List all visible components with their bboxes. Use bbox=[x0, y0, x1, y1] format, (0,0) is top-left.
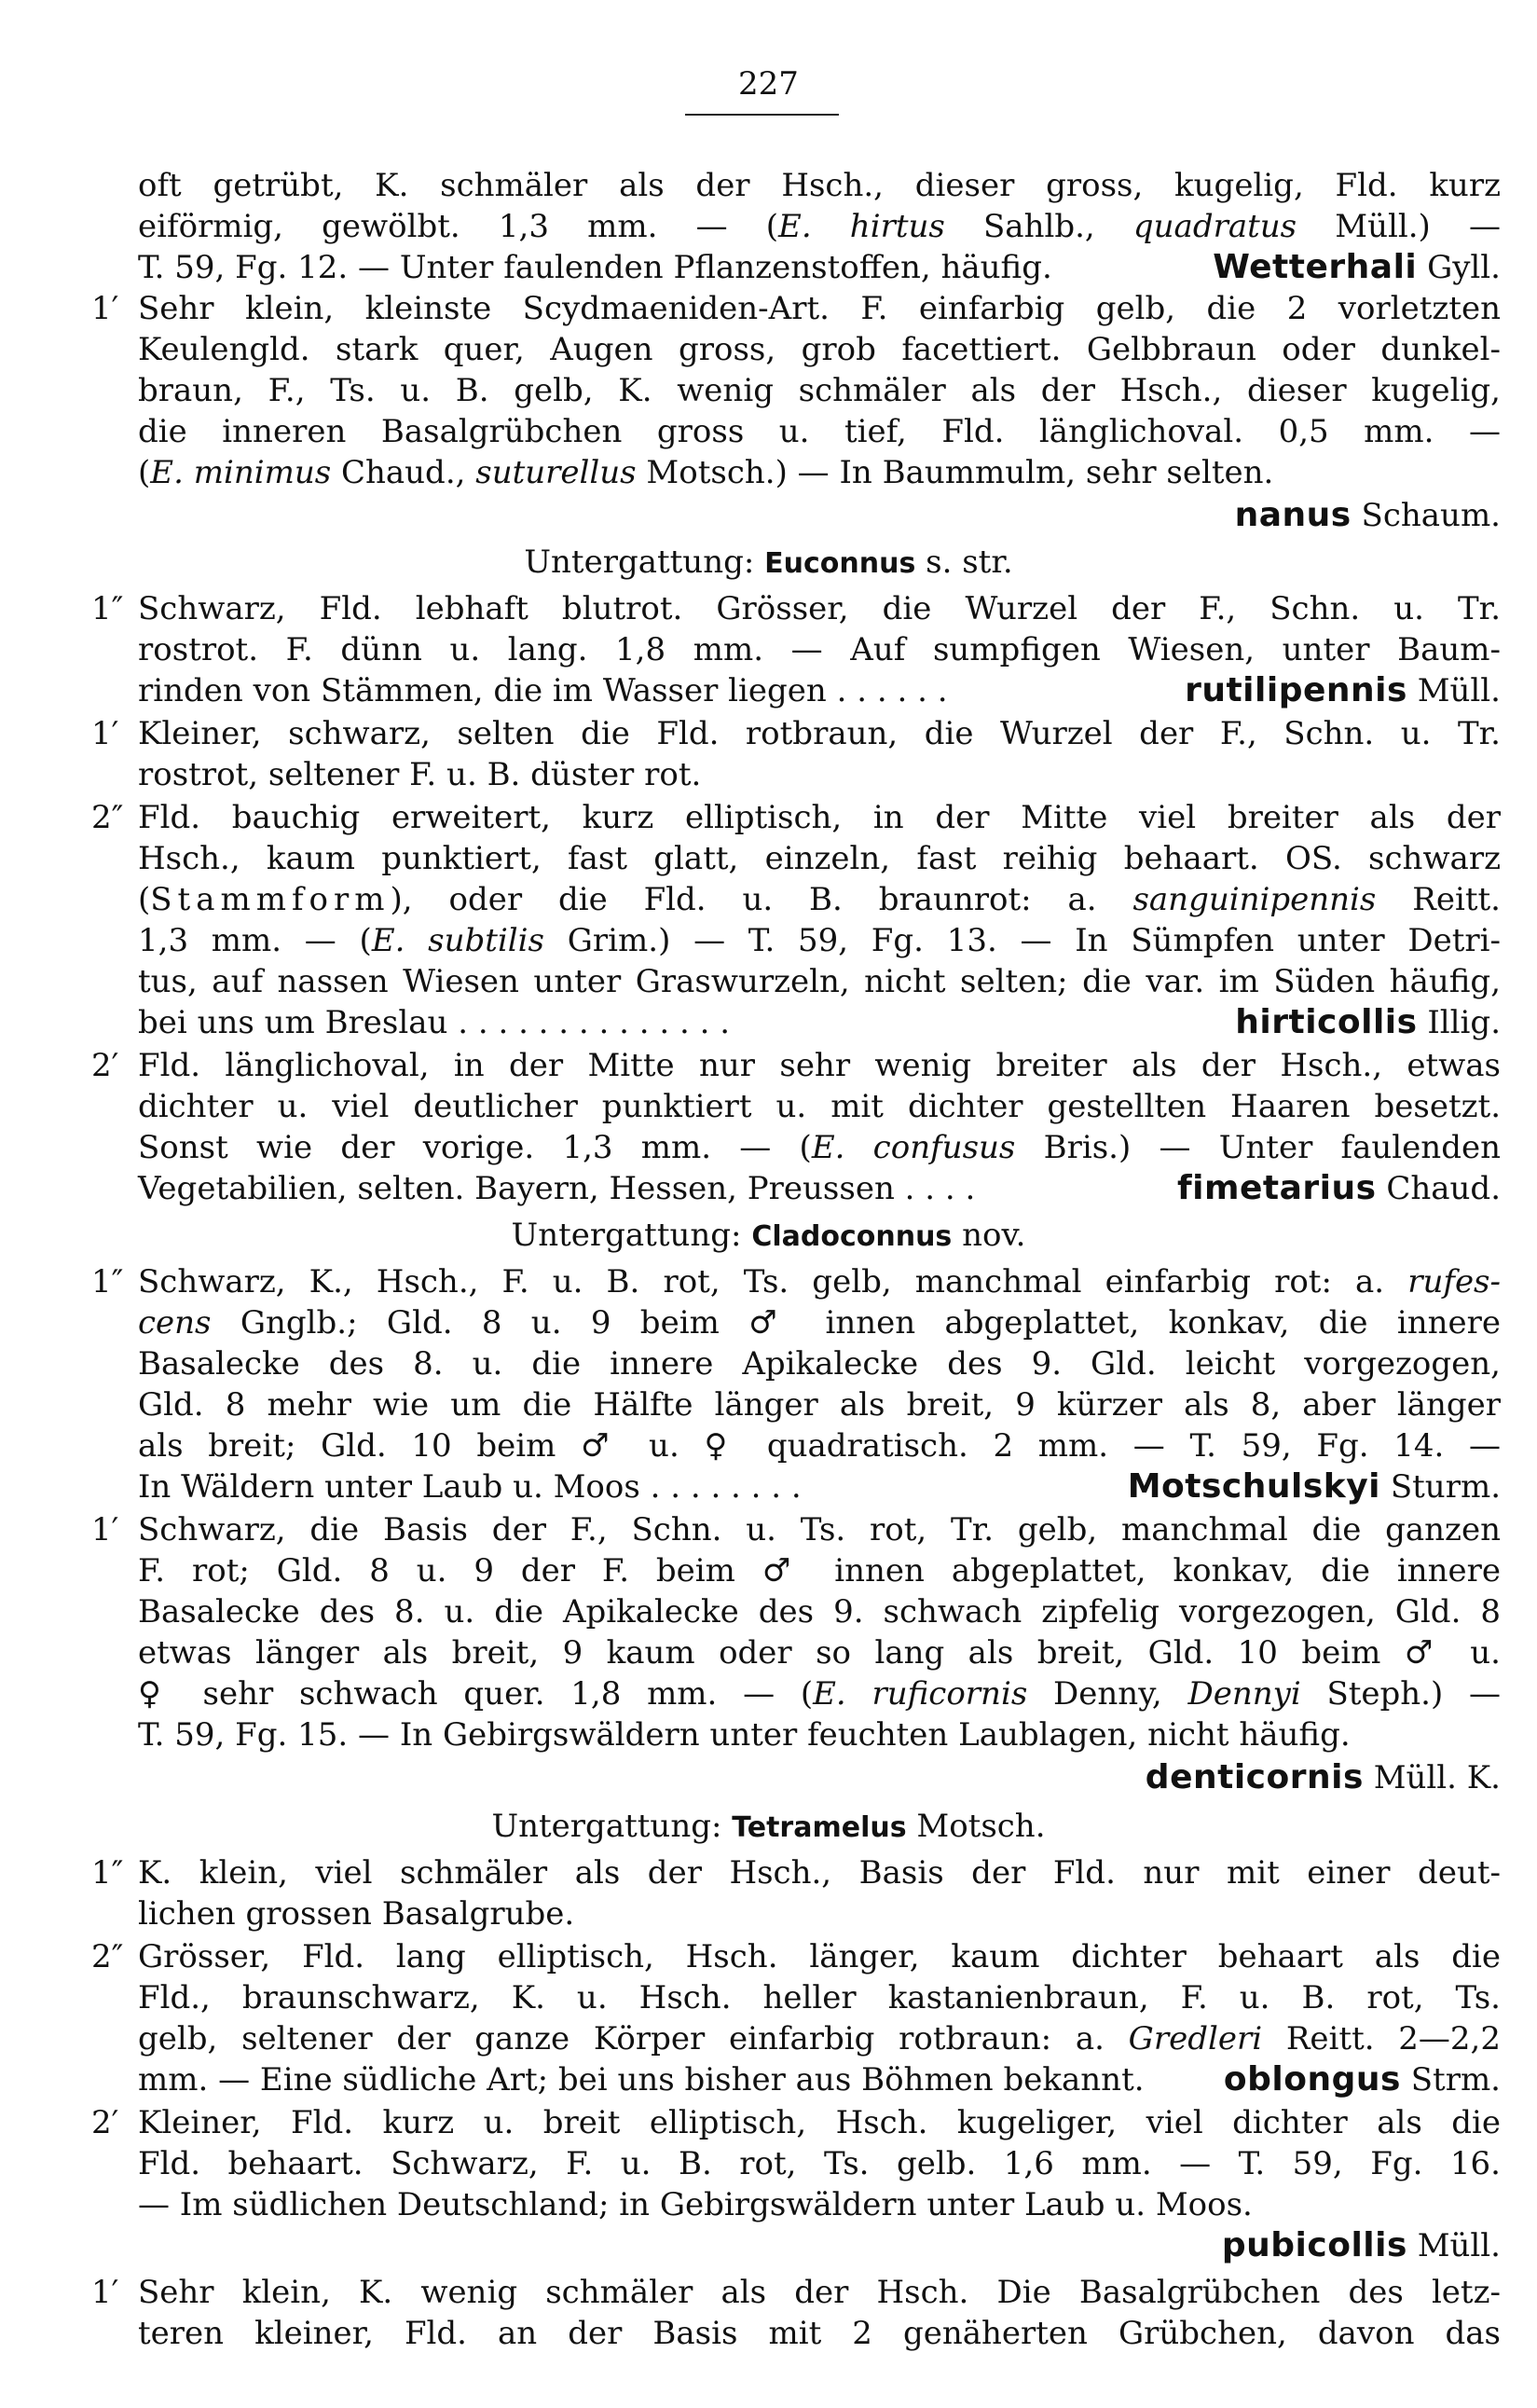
text-line: T. 59, Fg. 15. — In Gebirgswäldern unter feuchten Laublagen, nicht häufig. bbox=[138, 1716, 1351, 1754]
species-name: oblongus bbox=[1223, 2060, 1401, 2098]
page-number: 227 bbox=[738, 65, 799, 103]
text-line: In Wäldern unter Laub u. Moos . . . . . . . . Motschulskyi Sturm. bbox=[138, 1467, 1501, 1506]
text-line: Fld. bauchig erweitert, kurz elliptisch, in der Mitte viel breiter als der bbox=[138, 799, 1501, 836]
species-name: hirticollis bbox=[1235, 1003, 1418, 1041]
text-line: lichen grossen Basalgrube. bbox=[138, 1895, 575, 1933]
text-line: teren kleiner, Fld. an der Basis mit 2 genäherten Grübchen, davon das bbox=[138, 2315, 1501, 2352]
text-line: — Im südlichen Deutschland; in Gebirgswäldern unter Laub u. Moos. bbox=[138, 2186, 1253, 2223]
text-line: braun, F., Ts. u. B. gelb, K. wenig schmäler als der Hsch., dieser kugelig, bbox=[138, 372, 1501, 409]
text-line: K. klein, viel schmäler als der Hsch., Basis der Fld. nur mit einer deut- bbox=[138, 1854, 1501, 1892]
key-marker: 1′ bbox=[91, 1511, 119, 1548]
text-line: (E. minimus Chaud., suturellus Motsch.) — In Baummulm, sehr selten. bbox=[138, 454, 1274, 491]
text-line: Basalecke des 8. u. die innere Apikalecke des 9. Gld. leicht vorgezogen, bbox=[138, 1345, 1501, 1383]
text-line: Kleiner, schwarz, selten die Fld. rotbraun, die Wurzel der F., Schn. u. Tr. bbox=[138, 715, 1501, 752]
text-line: etwas länger als breit, 9 kaum oder so lang als breit, Gld. 10 beim ♂ u. bbox=[138, 1634, 1501, 1672]
key-marker: 1′ bbox=[91, 290, 119, 327]
text-line: eiförmig, gewölbt. 1,3 mm. — (E. hirtus Sahlb., quadratus Müll.) — bbox=[138, 208, 1501, 245]
text-line: die inneren Basalgrübchen gross u. tief, Fld. länglichoval. 0,5 mm. — bbox=[138, 413, 1501, 450]
species-name: pubicollis bbox=[1221, 2226, 1407, 2264]
text-line: Schwarz, die Basis der F., Schn. u. Ts. rot, Tr. gelb, manchmal die ganzen bbox=[138, 1511, 1501, 1548]
text-line: Vegetabilien, selten. Bayern, Hessen, Preussen . . . . fimetarius Chaud. bbox=[138, 1169, 1501, 1207]
key-marker: 2″ bbox=[91, 799, 124, 836]
text-line: Basalecke des 8. u. die Apikalecke des 9. schwach zipfelig vorgezogen, Gld. 8 bbox=[138, 1593, 1501, 1631]
text-line: Schwarz, K., Hsch., F. u. B. rot, Ts. gelb, manchmal einfarbig rot: a. rufes- bbox=[138, 1263, 1501, 1300]
key-marker: 2′ bbox=[91, 2104, 119, 2141]
text-line: Sonst wie der vorige. 1,3 mm. — (E. confusus Bris.) — Unter faulenden bbox=[138, 1129, 1501, 1166]
key-marker: 1′ bbox=[91, 2274, 119, 2311]
text-line: cens Gnglb.; Gld. 8 u. 9 beim ♂ innen abgeplattet, konkav, die innere bbox=[138, 1304, 1501, 1342]
text-line: Kleiner, Fld. kurz u. breit elliptisch, Hsch. kugeliger, viel dichter als die bbox=[138, 2104, 1501, 2141]
text-line: Keulengld. stark quer, Augen gross, grob facettiert. Gelbbraun oder dunkel- bbox=[138, 331, 1501, 368]
text-line: dichter u. viel deutlicher punktiert u. mit dichter gestellten Haaren besetzt. bbox=[138, 1088, 1501, 1125]
text-line: tus, auf nassen Wiesen unter Graswurzeln, nicht selten; die var. im Süden häufig, bbox=[138, 963, 1501, 1000]
text-line: Sehr klein, kleinste Scydmaeniden-Art. F. einfarbig gelb, die 2 vorletzten bbox=[138, 290, 1501, 327]
text-line: mm. — Eine südliche Art; bei uns bisher aus Böhmen bekannt. oblongus Strm. bbox=[138, 2060, 1501, 2098]
text-line: rostrot, seltener F. u. B. düster rot. bbox=[138, 756, 702, 793]
species-name: denticornis bbox=[1145, 1758, 1364, 1796]
text-line: Gld. 8 mehr wie um die Hälfte länger als breit, 9 kürzer als 8, aber länger bbox=[138, 1386, 1501, 1424]
species-name: fimetarius bbox=[1176, 1169, 1377, 1207]
text-line: (Stammform), oder die Fld. u. B. braunrot: a. sanguinipennis Reitt. bbox=[138, 881, 1501, 918]
text-line: F. rot; Gld. 8 u. 9 der F. beim ♂ innen abgeplattet, konkav, die innere bbox=[138, 1552, 1501, 1589]
text-line: gelb, seltener der ganze Körper einfarbig rotbraun: a. Gredleri Reitt. 2—2,2 bbox=[138, 2020, 1501, 2057]
text-line: als breit; Gld. 10 beim ♂ u. ♀ quadratisch. 2 mm. — T. 59, Fg. 14. — bbox=[138, 1427, 1501, 1465]
subgenus-heading: Untergattung: Cladoconnus nov. bbox=[511, 1217, 1026, 1254]
text-line: rinden von Stämmen, die im Wasser liegen . . . . . . rutilipennis Müll. bbox=[138, 671, 1501, 709]
key-marker: 1″ bbox=[91, 590, 124, 627]
text-line: Grösser, Fld. lang elliptisch, Hsch. länger, kaum dichter behaart als die bbox=[138, 1938, 1501, 1975]
text-line: pubicollis Müll. bbox=[1221, 2226, 1501, 2264]
text-line: Sehr klein, K. wenig schmäler als der Hsch. Die Basalgrübchen des letz- bbox=[138, 2274, 1501, 2311]
key-marker: 1″ bbox=[91, 1854, 124, 1892]
text-line: rostrot. F. dünn u. lang. 1,8 mm. — Auf sumpfigen Wiesen, unter Baum- bbox=[138, 631, 1501, 668]
species-name: Motschulskyi bbox=[1127, 1467, 1381, 1506]
species-name: Wetterhali bbox=[1213, 248, 1418, 286]
text-line: Schwarz, Fld. lebhaft blutrot. Grösser, die Wurzel der F., Schn. u. Tr. bbox=[138, 590, 1501, 627]
text-line: T. 59, Fg. 12. — Unter faulenden Pflanzenstoffen, häufig. Wetterhali Gyll. bbox=[138, 248, 1501, 286]
species-name: nanus bbox=[1234, 496, 1352, 534]
key-marker: 1′ bbox=[91, 715, 119, 752]
text-line: bei uns um Breslau . . . . . . . . . . . . . . hirticollis Illig. bbox=[138, 1003, 1501, 1041]
key-marker: 2′ bbox=[91, 1047, 119, 1084]
text-line: nanus Schaum. bbox=[1234, 496, 1501, 534]
key-marker: 2″ bbox=[91, 1938, 124, 1975]
subgenus-heading: Untergattung: Tetramelus Motsch. bbox=[491, 1808, 1046, 1845]
text-line: Hsch., kaum punktiert, fast glatt, einzeln, fast reihig behaart. OS. schwarz bbox=[138, 840, 1501, 877]
text-line: Fld. behaart. Schwarz, F. u. B. rot, Ts. gelb. 1,6 mm. — T. 59, Fg. 16. bbox=[138, 2145, 1501, 2182]
key-marker: 1″ bbox=[91, 1263, 124, 1300]
subgenus-heading: Untergattung: Euconnus s. str. bbox=[524, 544, 1013, 581]
page-number-rule bbox=[685, 114, 839, 116]
text-line: oft getrübt, K. schmäler als der Hsch., dieser gross, kugelig, Fld. kurz bbox=[138, 167, 1501, 204]
text-line: Fld., braunschwarz, K. u. Hsch. heller kastanienbraun, F. u. B. rot, Ts. bbox=[138, 1979, 1501, 2016]
text-line: denticornis Müll. K. bbox=[1145, 1758, 1501, 1796]
species-name: rutilipennis bbox=[1185, 671, 1407, 709]
text-line: 1,3 mm. — (E. subtilis Grim.) — T. 59, Fg. 13. — In Sümpfen unter Detri- bbox=[138, 922, 1502, 959]
text-line: ♀ sehr schwach quer. 1,8 mm. — (E. ruficornis Denny, Dennyi Steph.) — bbox=[138, 1675, 1501, 1713]
text-line: Fld. länglichoval, in der Mitte nur sehr wenig breiter als der Hsch., etwas bbox=[138, 1047, 1501, 1084]
